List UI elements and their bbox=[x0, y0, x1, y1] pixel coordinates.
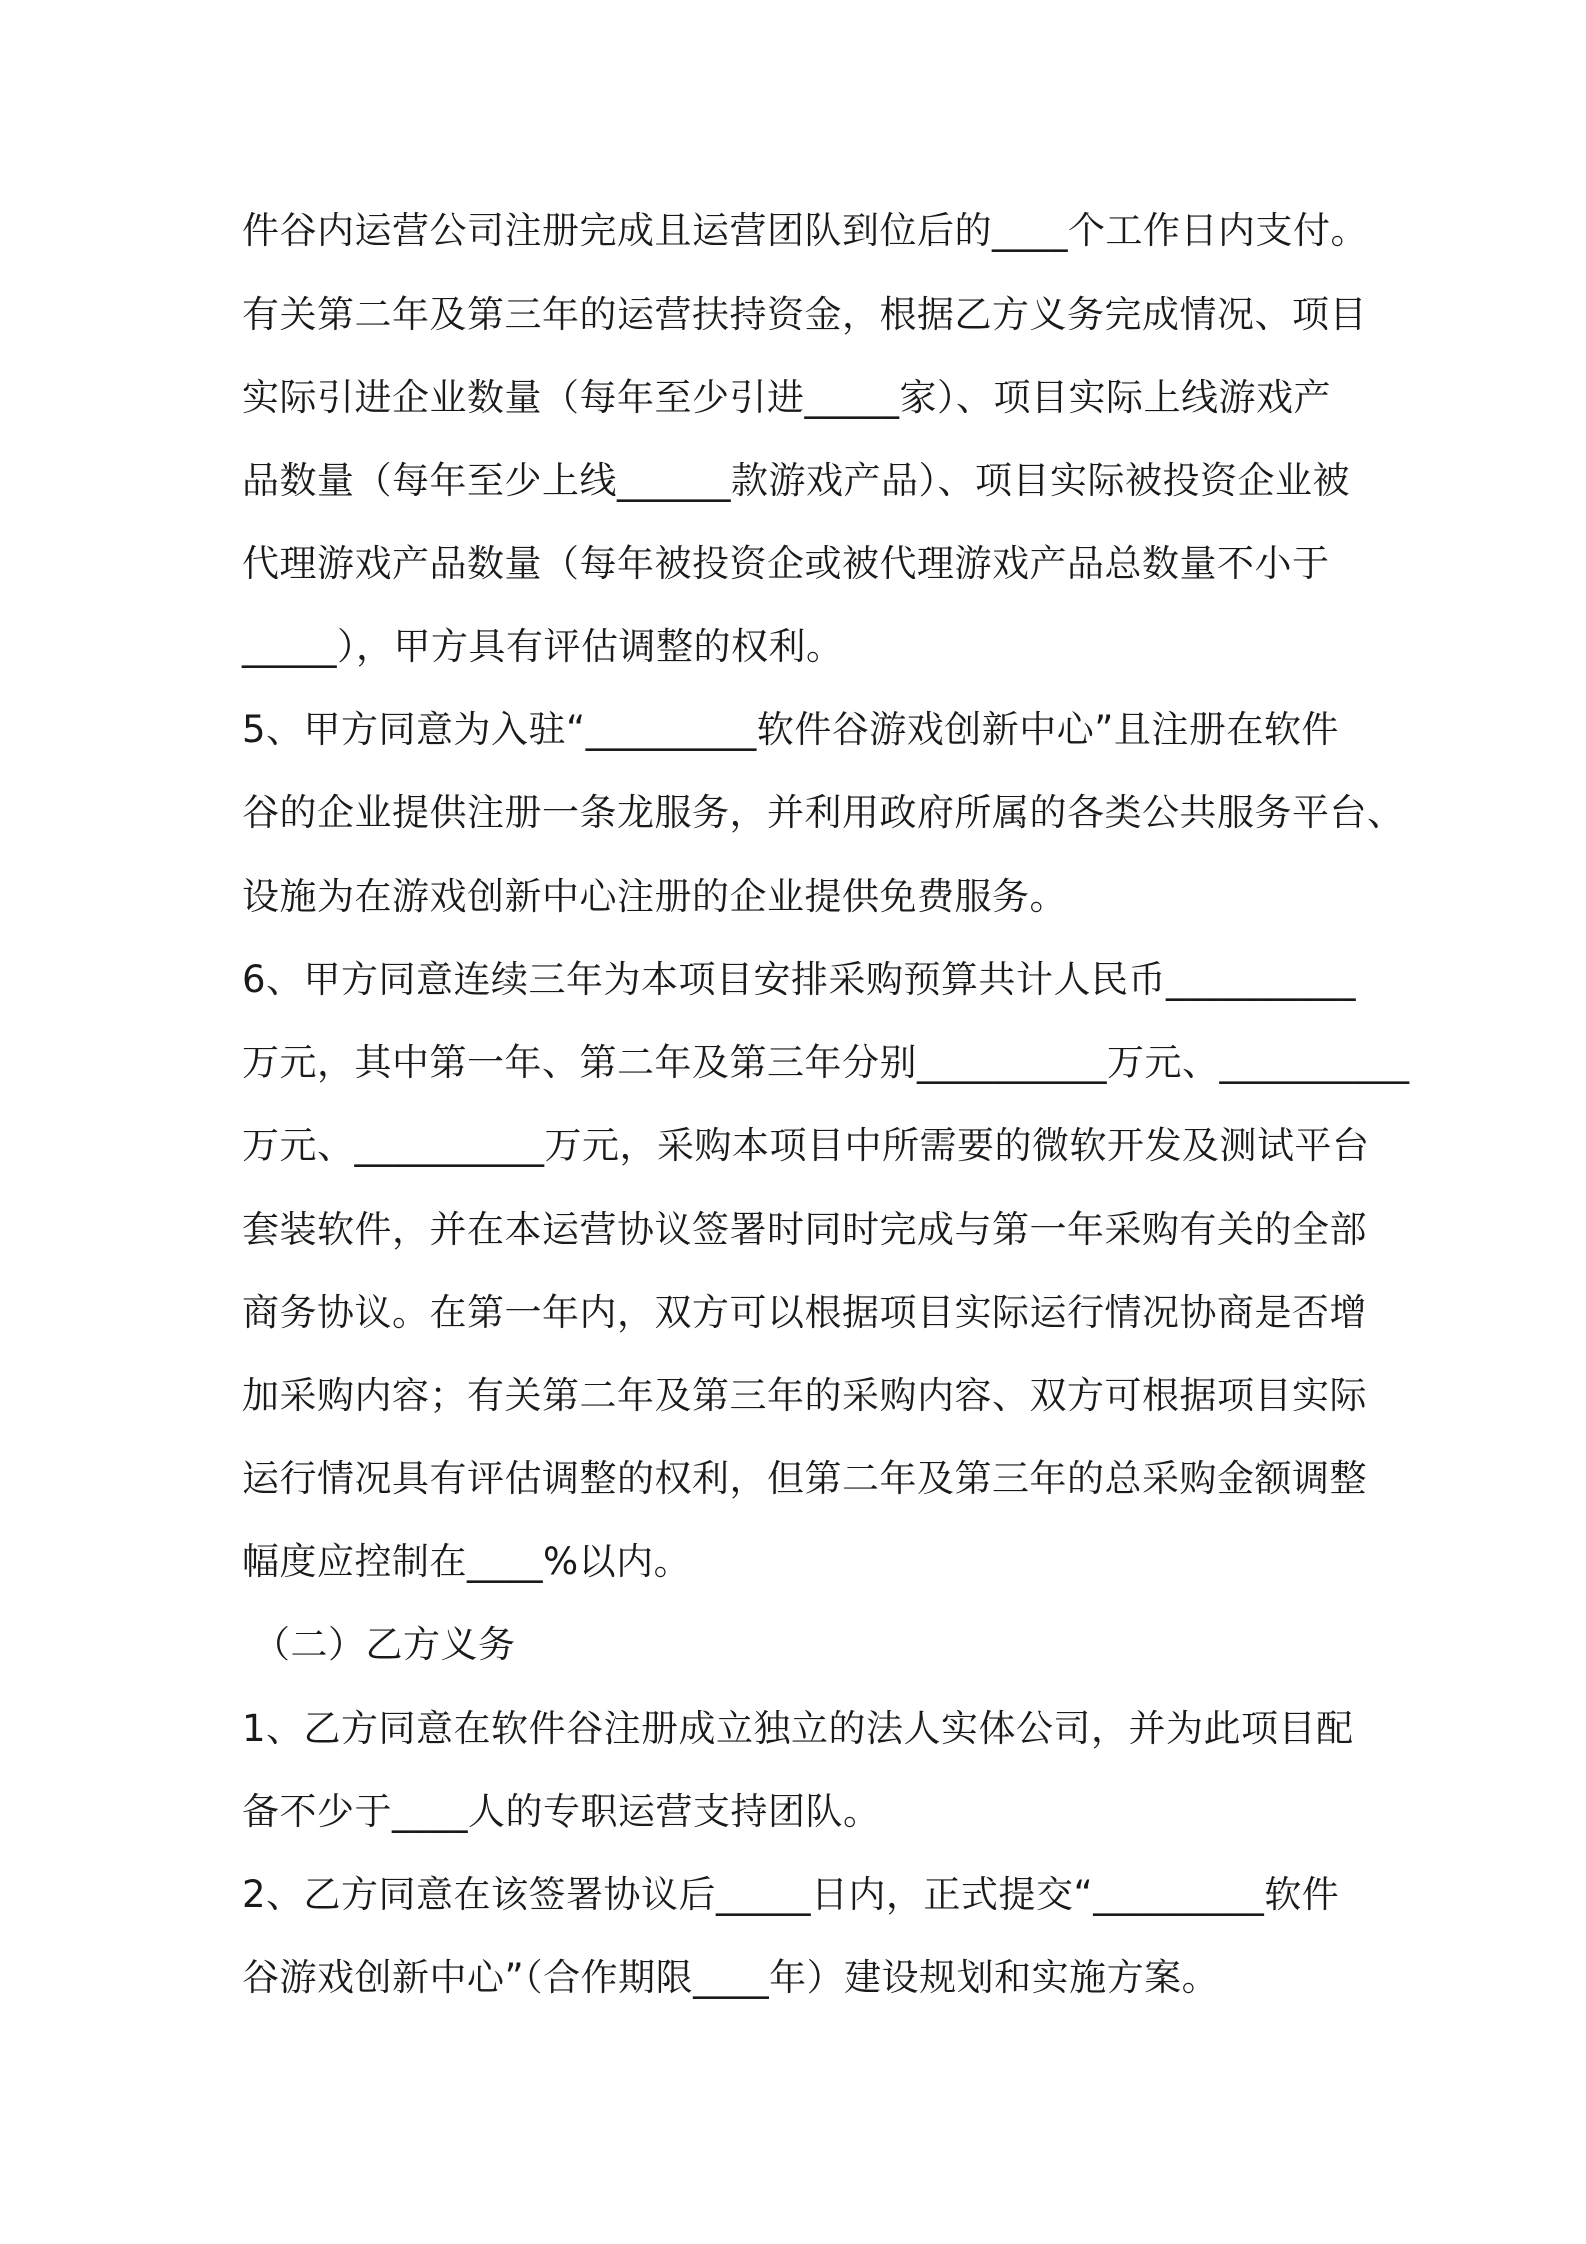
paragraph-line: _____），甲方具有评估调整的权利。 bbox=[242, 625, 844, 668]
paragraph-line: 代理游戏产品数量（每年被投资企或被代理游戏产品总数量不小于 bbox=[242, 542, 1330, 585]
paragraph-line: 运行情况具有评估调整的权利，但第二年及第三年的总采购金额调整 bbox=[242, 1457, 1367, 1500]
paragraph-line: 万元、__________万元，采购本项目中所需要的微软开发及测试平台 bbox=[242, 1124, 1370, 1167]
clause-5-line: 5、甲方同意为入驻“_________软件谷游戏创新中心”且注册在软件 bbox=[242, 708, 1339, 751]
paragraph-line: 加采购内容；有关第二年及第三年的采购内容、双方可根据项目实际 bbox=[242, 1374, 1367, 1417]
paragraph-line: 件谷内运营公司注册完成且运营团队到位后的____个工作日内支付。 bbox=[242, 209, 1368, 252]
paragraph-line: 万元，其中第一年、第二年及第三年分别__________万元、__________ bbox=[242, 1041, 1410, 1084]
clause-2-line: 2、乙方同意在该签署协议后_____日内，正式提交“_________软件 bbox=[242, 1873, 1340, 1916]
paragraph-line: 幅度应控制在____%以内。 bbox=[242, 1540, 692, 1583]
paragraph-line: 谷游戏创新中心”（合作期限____年）建设规划和实施方案。 bbox=[242, 1956, 1220, 1999]
paragraph-line: 品数量（每年至少上线______款游戏产品）、项目实际被投资企业被 bbox=[242, 459, 1350, 502]
paragraph-line: 设施为在游戏创新中心注册的企业提供免费服务。 bbox=[242, 875, 1067, 918]
paragraph-line: 有关第二年及第三年的运营扶持资金，根据乙方义务完成情况、项目 bbox=[242, 293, 1367, 336]
section-heading: （二）乙方义务 bbox=[253, 1623, 516, 1666]
paragraph-line: 实际引进企业数量（每年至少引进_____家）、项目实际上线游戏产 bbox=[242, 376, 1331, 419]
paragraph-line: 谷的企业提供注册一条龙服务，并利用政府所属的各类公共服务平台、 bbox=[242, 791, 1405, 834]
paragraph-line: 备不少于____人的专职运营支持团队。 bbox=[242, 1790, 881, 1833]
paragraph-line: 商务协议。在第一年内，双方可以根据项目实际运行情况协商是否增 bbox=[242, 1291, 1367, 1334]
clause-1-line: 1、乙方同意在软件谷注册成立独立的法人实体公司，并为此项目配 bbox=[242, 1707, 1354, 1750]
paragraph-line: 套装软件，并在本运营协议签署时同时完成与第一年采购有关的全部 bbox=[242, 1208, 1367, 1251]
clause-6-line: 6、甲方同意连续三年为本项目安排采购预算共计人民币__________ bbox=[242, 958, 1357, 1001]
